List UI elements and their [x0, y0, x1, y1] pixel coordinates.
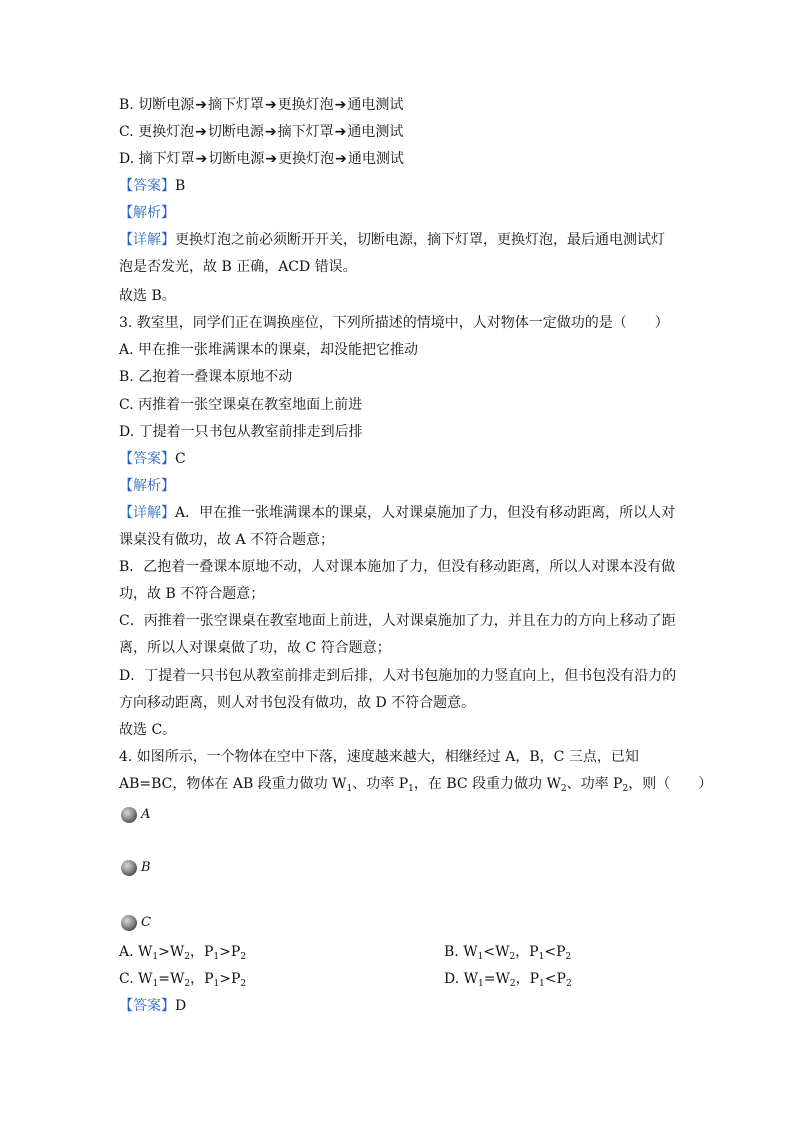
q4-stem-line-2: AB=BC，物体在 AB 段重力做功 $W_1$、功率 $P_1$，在 BC 段重力做功 $W_2$、功率 $P_2$，则（ ）: [119, 776, 713, 794]
q3-detail-c-1: C．丙推着一张空课桌在教室地面上前进，人对课桌施加了力，并且在力的方向上移动了距: [119, 613, 676, 629]
q2-option-c: C. 更换灯泡➔切断电源➔摘下灯罩➔通电测试: [119, 124, 404, 140]
ball-at-b-icon: [121, 860, 137, 876]
q4-option-c: C. $W_1=W_2$，$P_1>P_2$: [119, 971, 247, 989]
arrow-right-icon: ➔: [335, 151, 347, 167]
q2-analysis-tag: 【解析】: [119, 205, 175, 221]
arrow-right-icon: ➔: [334, 124, 347, 140]
q3-option-b: B. 乙抱着一叠课本原地不动: [119, 369, 293, 385]
arrow-right-icon: ➔: [195, 124, 207, 140]
ball-at-c-icon: [121, 915, 137, 931]
q3-conclusion: 故选 C。: [119, 722, 177, 738]
answer-tag: 【答案】: [119, 998, 175, 1014]
q3-option-c: C. 丙推着一张空课桌在教室地面上前进: [119, 397, 363, 413]
q3-detail-c-2: 离，所以人对课桌做了功，故 C 符合题意；: [119, 640, 391, 656]
q4-option-a: A. $W_1>W_2$，$P_1>P_2$: [119, 944, 247, 962]
arrow-right-icon: ➔: [334, 97, 347, 113]
q2-detail-line-2: 泡是否发光，故 B 正确，ACD 错误。: [119, 259, 357, 275]
q4-option-d: D. $W_1=W_2$，$P_1<P_2$: [444, 971, 572, 989]
answer-tag: 【答案】: [119, 178, 175, 194]
point-label-a: A: [141, 807, 151, 822]
arrow-right-icon: ➔: [265, 151, 278, 167]
q2-detail-line-1: 【详解】更换灯泡之前必须断开开关，切断电源，摘下灯罩，更换灯泡，最后通电测试灯: [119, 232, 665, 248]
ball-at-a-icon: [121, 807, 137, 823]
q2-option-d: D. 摘下灯罩➔切断电源➔更换灯泡➔通电测试: [119, 151, 404, 167]
q4-option-b: B. $W_1<W_2$，$P_1<P_2$: [444, 944, 572, 962]
q2-option-b: B. 切断电源➔摘下灯罩➔更换灯泡➔通电测试: [119, 97, 404, 113]
q2-conclusion: 故选 B。: [119, 288, 176, 304]
q3-detail-a-1: 【详解】A．甲在推一张堆满课本的课桌，人对课桌施加了力，但没有移动距离，所以人对: [119, 505, 676, 521]
q3-stem: 3. 教室里，同学们正在调换座位，下列所描述的情境中，人对物体一定做功的是（ ）: [119, 315, 669, 331]
detail-tag: 【详解】: [119, 505, 175, 521]
q4-answer: 【答案】D: [119, 998, 187, 1014]
q3-option-d: D. 丁提着一只书包从教室前排走到后排: [119, 424, 363, 440]
arrow-right-icon: ➔: [264, 97, 277, 113]
q3-option-a: A. 甲在推一张堆满课本的课桌，却没能把它推动: [119, 342, 419, 358]
q2-answer: 【答案】B: [119, 178, 186, 194]
detail-tag: 【详解】: [119, 232, 175, 248]
q3-detail-d-2: 方向移动距离，则人对书包没有做功，故 D 不符合题意。: [119, 695, 476, 711]
point-label-b: B: [141, 860, 151, 875]
arrow-right-icon: ➔: [264, 124, 277, 140]
q3-detail-a-2: 课桌没有做功，故 A 不符合题意；: [119, 532, 335, 548]
q4-stem-line-1: 4. 如图所示，一个物体在空中下落，速度越来越大，相继经过 A，B，C 三点，已知: [119, 749, 639, 765]
q3-analysis-tag: 【解析】: [119, 478, 175, 494]
q3-detail-d-1: D．丁提着一只书包从教室前排走到后排，人对书包施加的力竖直向上，但书包没有沿力的: [119, 668, 677, 684]
q3-detail-b-2: 功，故 B 不符合题意；: [119, 586, 265, 602]
point-label-c: C: [141, 915, 151, 930]
q3-answer: 【答案】C: [119, 451, 186, 467]
arrow-right-icon: ➔: [195, 151, 208, 167]
arrow-right-icon: ➔: [195, 97, 207, 113]
q3-detail-b-1: B．乙抱着一叠课本原地不动，人对课本施加了力，但没有移动距离，所以人对课本没有做: [119, 559, 676, 575]
answer-tag: 【答案】: [119, 451, 175, 467]
